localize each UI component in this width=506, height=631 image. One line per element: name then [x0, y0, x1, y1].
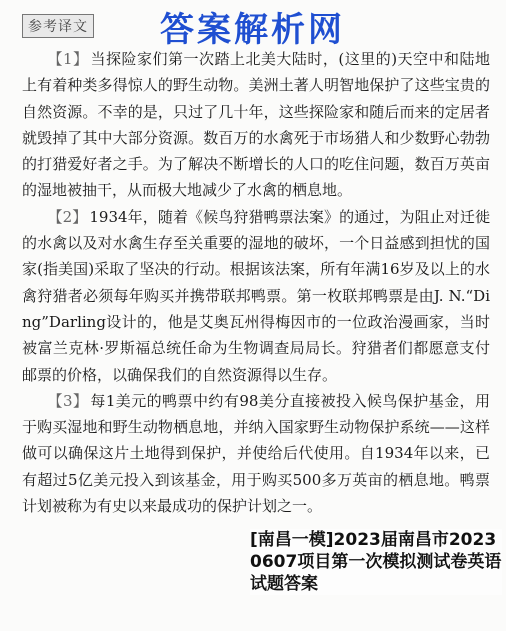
paragraph-1	[22, 46, 490, 204]
paragraph-number: 【2】	[47, 207, 88, 226]
paragraph-2	[22, 204, 490, 388]
paragraph-text: 当探险家们第一次踏上北美大陆时，(这里的)天空中和陆地上有着种类多得惊人的野生动物。美洲土著人明智地保护了这些宝贵的自然资源。不幸的是，只过了几十年，这些探险家和随后而来的定居者就毁掉了其中大部分资源。数百万的水禽死于市场猎人和少数野心勃勃的打猎爱好者之手。为了解决不断增长的人口的吃住问题，数百万英亩的湿地被抽干，从而极大地减少了水禽的栖息地。	[22, 50, 490, 200]
paragraph-text: 每1美元的鸭票中约有98美分直接被投入候鸟保护基金，用于购买湿地和野生动物栖息地，并纳入国家野生动物保护系统——这样做可以确保这片土地得到保护，并使给后代使用。自1934年以来，已有超过5亿美元投入到该基金，用于购买500多万英亩的栖息地。鸭票计划被称为有史以来最成功的保护计划之一。	[22, 391, 491, 516]
paragraph-number: 【1】	[47, 50, 89, 68]
reference-translation-badge: 参考译文	[22, 14, 94, 38]
translation-body	[22, 46, 490, 519]
watermark-title: 答案解析网	[160, 10, 345, 50]
paragraph-3	[22, 388, 490, 519]
overlay-caption: [南昌一模]2023届南昌市20230607项目第一次模拟测试卷英语试题答案	[250, 530, 502, 594]
paragraph-text: 1934年，随着《候鸟狩猎鸭票法案》的通过，为阻止对迁徙的水禽以及对水禽生存至关重要的湿地的破坏，一个日益感到担忧的国家(指美国)采取了坚决的行动。根据该法案，所有年满16岁及以上的水禽狩猎者必须每年购买并携带联邦鸭票。第一枚联邦鸭票是由J. N.“Ding”Darling设计的，他是艾奥瓦州得梅因市的一位政治漫画家，当时被富兰克林·罗斯福总统任命为生物调查局局长。狩猎者们都愿意支付邮票的价格，以确保我们的自然资源得以生存。	[22, 207, 490, 384]
paragraph-number: 【3】	[47, 391, 89, 410]
